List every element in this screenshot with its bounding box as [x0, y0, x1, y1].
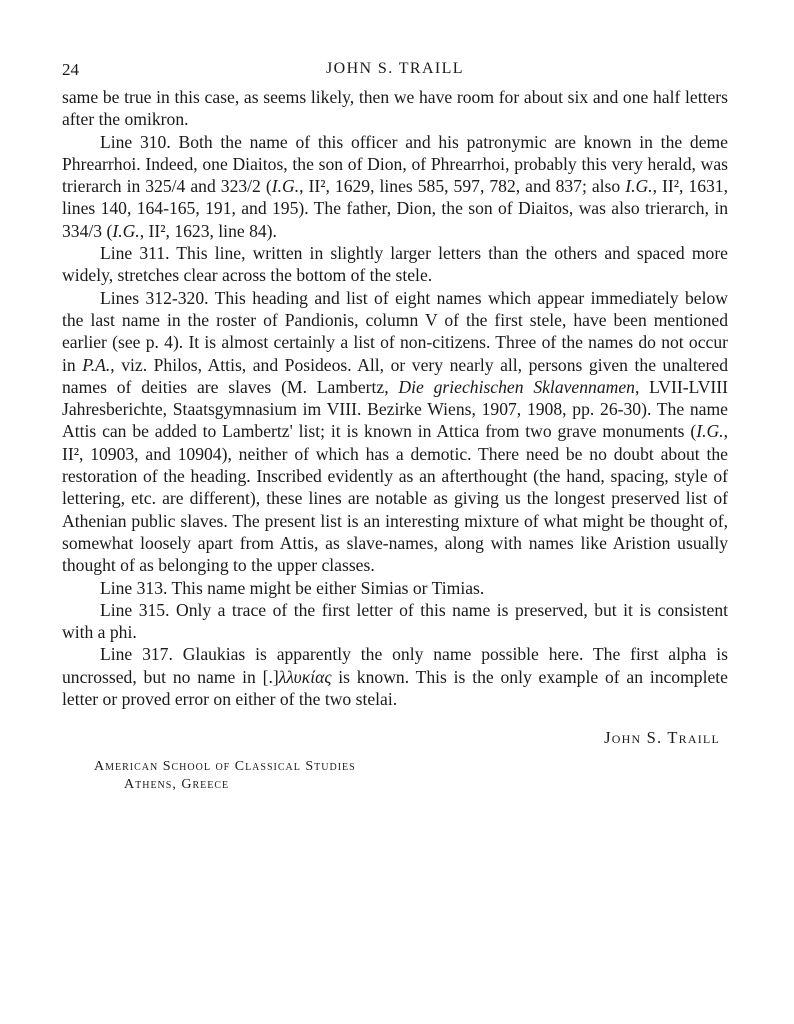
paragraph-line-313: Line 313. This name might be either Simias or Timias.: [100, 577, 485, 598]
text-span: Lines 312-320. This heading and list of eight names which appear immediately below the last name in the roster of Pandionis, column V of the first stele, have been mentioned earlier (see p. 4). It is almost certainly a list of non-citizens. Three of the names do not occur in: [62, 287, 728, 375]
page-header: [62, 52, 728, 86]
text-span: , II², 1631, lines 140, 164-165, 191, and 195). The father, Dion, the son of Diaitos, was also trierarch, in 334/3 (: [62, 176, 728, 241]
citation-italic: I.G.: [112, 220, 140, 241]
affiliation-institution: American School of Classical Studies: [94, 759, 356, 775]
paragraph-continuation: same be true in this case, as seems likely, then we have room for about six and one half letters after the omikron.: [62, 87, 728, 130]
paragraph-line-311: Line 311. This line, written in slightly larger letters than the others and spaced more widely, stretches clear across the bottom of the stele.: [62, 243, 728, 286]
running-head: JOHN S. TRAILL: [326, 60, 464, 77]
text-span: , LVII-LVIII Jahresberichte, Staatsgymnasium im VIII. Bezirke Wiens, 1907, 1908, pp. 26-30). The name Attis can be added to Lambertz' list; it is known in Attica from two grave monuments (: [62, 376, 728, 442]
paragraph-line-315: Line 315. Only a trace of the first letter of this name is preserved, but it is consistent with a phi.: [62, 599, 728, 643]
citation-italic: P.A.: [82, 354, 111, 375]
citation-italic: I.G.: [625, 176, 653, 197]
citation-italic: I.G.: [271, 176, 300, 197]
paragraph-line-317: [62, 643, 728, 710]
paragraph-lines-312-320: [62, 287, 728, 577]
affiliation-city: Athens, Greece: [124, 777, 230, 793]
page: [62, 52, 728, 794]
paragraph-line-310: [62, 131, 728, 242]
greek-text: λλυκίας: [278, 666, 332, 687]
page-number: 24: [62, 60, 79, 79]
text-span: Line 317. Glaukias is apparently the only name possible here. The first alpha is uncrossed, but no name in [.]: [62, 644, 728, 687]
text-span: , viz. Philos, Attis, and Posideos. All, or very nearly all, persons given the unaltered names of deities are slaves (M. Lambertz,: [62, 354, 728, 397]
body-text: [62, 86, 728, 710]
text-span: , II², 10903, and 10904), neither of which has a demotic. There need be no doubt about the restoration of the heading. Inscribed evidently as an afterthought (the hand, spacing, style of lettering, etc. are different), these lines are notable as giving us the longest preserved list of Athenian public slaves. The present list is an interesting mixture of what might be thought of, somewhat loosely apart from Attis, as slave-names, along with names like Aristion usually thought of as belonging to the upper classes.: [62, 421, 728, 576]
author-affiliation: [94, 758, 728, 794]
author-signature: John S. Traill: [604, 728, 720, 748]
book-title-italic: Die griechischen Sklavennamen: [398, 376, 635, 397]
text-span: , II², 1623, line 84).: [139, 220, 277, 241]
text-span: Line 310. Both the name of this officer and his patronymic are known in the deme Phrearrhoi. Indeed, one Diaitos, the son of Dion, of Phrearrhoi, probably this very herald, was trierarch in 325/4 and 323/2 (: [62, 131, 728, 197]
text-span: , II², 1629, lines 585, 597, 782, and 837; also: [299, 176, 626, 197]
citation-italic: I.G.: [696, 421, 724, 442]
text-span: is known. This is the only example of an incomplete letter or proved error on either of the two stelai.: [62, 666, 728, 710]
